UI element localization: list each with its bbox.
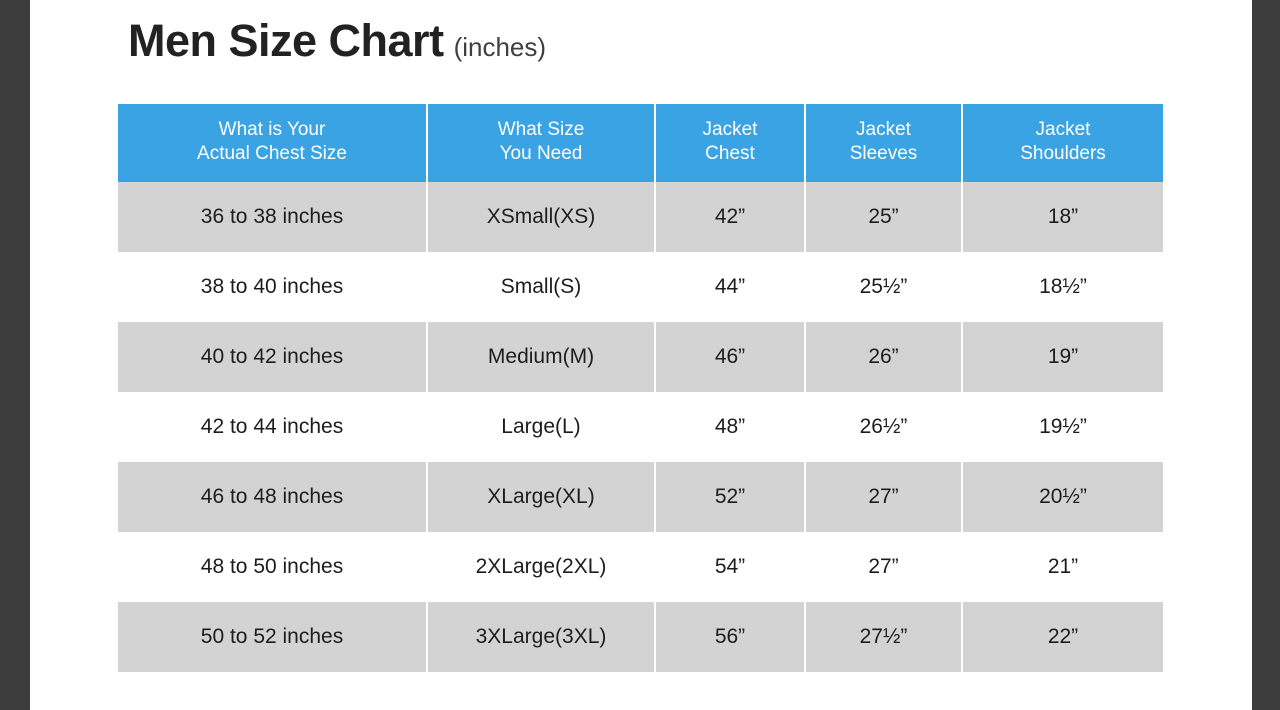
table-row: [118, 462, 1163, 532]
cell-jacket-chest: 54”: [656, 532, 806, 602]
cell-jacket-sleeves: 27”: [806, 462, 963, 532]
table-row: [118, 182, 1163, 252]
header-line-1: Jacket: [702, 119, 758, 140]
cell-chest-size: 42 to 44 inches: [118, 392, 428, 462]
header-line-2: Shoulders: [1020, 143, 1106, 165]
cell-jacket-sleeves: 25½”: [806, 252, 963, 322]
cell-jacket-chest: 46”: [656, 322, 806, 392]
cell-size-needed: XSmall(XS): [428, 182, 656, 252]
cell-size-needed: 3XLarge(3XL): [428, 602, 656, 672]
cell-chest-size: 36 to 38 inches: [118, 182, 428, 252]
column-header-jacket-sleeves: [806, 104, 963, 182]
cell-jacket-chest: 56”: [656, 602, 806, 672]
header-line-2: Chest: [705, 143, 755, 165]
header-line-1: What is Your: [218, 119, 326, 140]
page-title: [128, 15, 547, 66]
cell-jacket-chest: 52”: [656, 462, 806, 532]
cell-size-needed: Medium(M): [428, 322, 656, 392]
table-row: [118, 252, 1163, 322]
table-row: [118, 322, 1163, 392]
table-row: [118, 602, 1163, 672]
cell-jacket-shoulders: 18”: [963, 182, 1163, 252]
cell-jacket-shoulders: 21”: [963, 532, 1163, 602]
column-header-actual-chest-size: [118, 104, 428, 182]
cell-jacket-shoulders: 22”: [963, 602, 1163, 672]
table-header-row: [118, 104, 1163, 182]
table-body: [118, 182, 1163, 672]
cell-jacket-shoulders: 19”: [963, 322, 1163, 392]
size-chart-table: [118, 104, 1163, 672]
column-header-jacket-shoulders: [963, 104, 1163, 182]
title-main-text: Men Size Chart: [128, 15, 444, 66]
cell-jacket-sleeves: 27½”: [806, 602, 963, 672]
header-line-1: Jacket: [856, 119, 911, 140]
cell-jacket-chest: 44”: [656, 252, 806, 322]
cell-size-needed: 2XLarge(2XL): [428, 532, 656, 602]
cell-size-needed: Small(S): [428, 252, 656, 322]
cell-jacket-sleeves: 26½”: [806, 392, 963, 462]
header-line-2: Actual Chest Size: [197, 143, 347, 165]
cell-chest-size: 48 to 50 inches: [118, 532, 428, 602]
header-line-1: Jacket: [1035, 119, 1091, 140]
header-line-2: Sleeves: [849, 143, 918, 165]
title-unit-text: (inches): [453, 32, 547, 62]
cell-jacket-chest: 42”: [656, 182, 806, 252]
table-row: [118, 532, 1163, 602]
column-header-jacket-chest: [656, 104, 806, 182]
cell-jacket-sleeves: 25”: [806, 182, 963, 252]
cell-chest-size: 50 to 52 inches: [118, 602, 428, 672]
cell-jacket-sleeves: 26”: [806, 322, 963, 392]
cell-jacket-shoulders: 20½”: [963, 462, 1163, 532]
cell-size-needed: Large(L): [428, 392, 656, 462]
left-gutter: [0, 0, 30, 710]
cell-size-needed: XLarge(XL): [428, 462, 656, 532]
cell-chest-size: 38 to 40 inches: [118, 252, 428, 322]
table-header: [118, 104, 1163, 182]
header-line-1: What Size: [497, 119, 585, 140]
cell-chest-size: 46 to 48 inches: [118, 462, 428, 532]
cell-jacket-sleeves: 27”: [806, 532, 963, 602]
header-line-2: You Need: [499, 143, 583, 165]
cell-jacket-shoulders: 18½”: [963, 252, 1163, 322]
column-header-size-you-need: [428, 104, 656, 182]
cell-jacket-shoulders: 19½”: [963, 392, 1163, 462]
right-gutter: [1252, 0, 1280, 710]
cell-chest-size: 40 to 42 inches: [118, 322, 428, 392]
table-row: [118, 392, 1163, 462]
document-sheet: [30, 0, 1252, 710]
cell-jacket-chest: 48”: [656, 392, 806, 462]
